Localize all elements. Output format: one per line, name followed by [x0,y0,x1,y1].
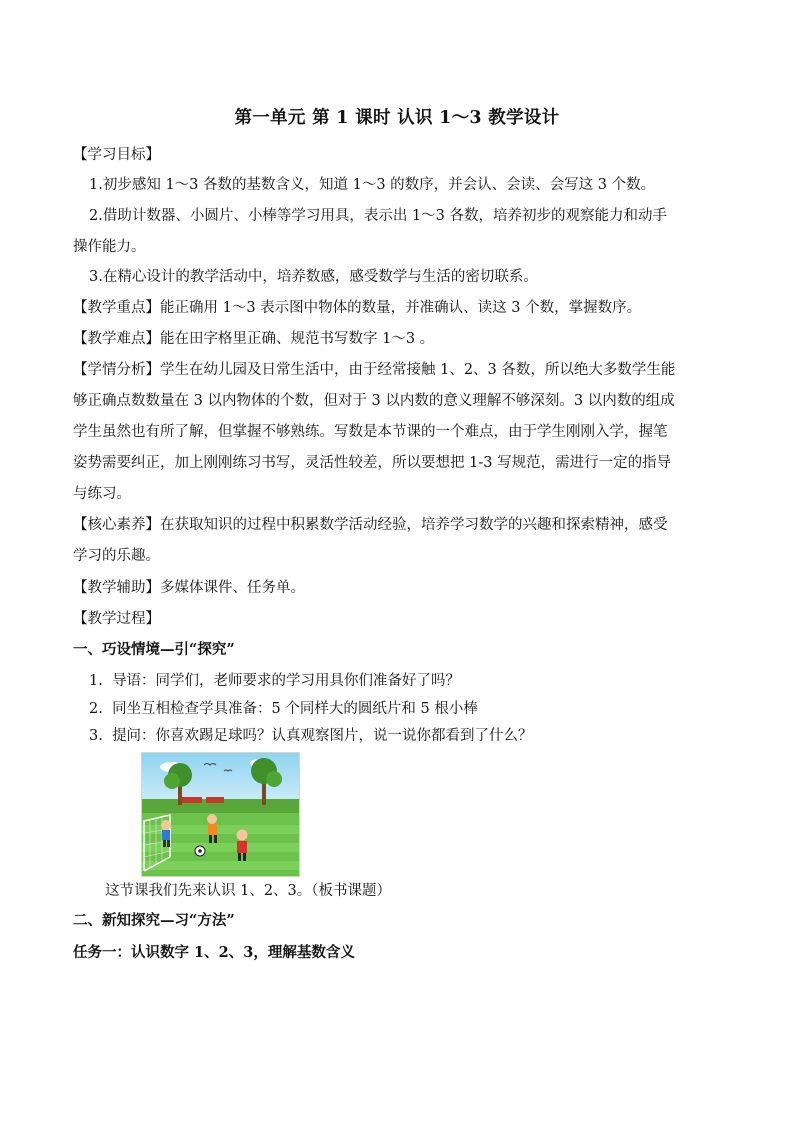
aids-text: 多媒体课件、任务单。 [160,580,305,596]
key-point-label: 【教学重点】 [73,300,160,316]
analysis-text: 学生在幼儿园及日常生活中，由于经常接触 1、2、3 各数，所以绝大多数学生能 [160,362,676,378]
section1-item-1 [89,671,460,691]
section2-task1: 任务一：认识数字 1、2、3，理解基数含义 [73,944,355,961]
key-point [73,298,641,318]
soccer-scene-image [142,753,299,876]
analysis-first-line [73,360,675,380]
item-number: 1. [89,673,103,689]
objective-item-2: 2.借助计数器、小圆片、小棒等学习用具，表示出 1～3 各数，培养初步的观察能力和动手 [89,208,667,224]
item-number: 3. [89,728,103,744]
objectives-heading: 【学习目标】 [73,147,160,163]
literacy-line-2: 学习的乐趣。 [73,548,160,564]
analysis-line-2: 够正确点数数量在 3 以内物体的个数，但对于 3 以内数的意义理解不够深刻。3 以内数的组成 [73,393,675,409]
section1-item-2 [89,699,478,719]
difficulty-label: 【教学难点】 [73,331,160,347]
section1-after-picture: 这节课我们先来认识 1、2、3。（板书课题） [105,883,392,899]
aids [73,578,305,598]
literacy-label: 【核心素养】 [73,517,160,533]
section1-item-3 [89,726,533,746]
analysis-line-4: 姿势需要纠正，加上刚刚练习书写，灵活性较差，所以要想把 1-3 写规范，需进行一定的指导 [73,455,672,471]
document-title: 第一单元 第 1 课时 认识 1～3 教学设计 [234,108,560,128]
difficulty [73,329,434,349]
literacy-text: 在获取知识的过程中积累数学活动经验，培养学习数学的兴趣和探索精神，感受 [160,517,668,533]
objective-item-3: 3.在精心设计的教学活动中，培养数感，感受数学与生活的密切联系。 [89,269,538,285]
difficulty-text: 能在田字格里正确、规范书写数字 1～3 。 [160,331,435,347]
item-text: 导语：同学们，老师要求的学习用具你们准备好了吗？ [112,673,461,689]
aids-label: 【教学辅助】 [73,580,160,596]
item-text: 提问：你喜欢踢足球吗？认真观察图片，说一说你都看到了什么？ [112,728,533,744]
analysis-label: 【学情分析】 [73,362,160,378]
section2-heading: 二、新知探究—习“方法” [73,912,235,929]
objective-item-2-cont: 操作能力。 [73,239,146,255]
item-text: 同坐互相检查学具准备：5 个同样大的圆纸片和 5 根小棒 [112,701,478,717]
section1-heading: 一、巧设情境—引“探究” [73,641,235,658]
key-point-text: 能正确用 1～3 表示图中物体的数量，并准确认、读这 3 个数，掌握数序。 [160,300,642,316]
soccer-illustration [141,752,300,877]
analysis-line-5: 与练习。 [73,486,131,502]
analysis-line-3: 学生虽然也有所了解，但掌握不够熟练。写数是本节课的一个难点，由于学生刚刚入学，握笔 [73,424,668,440]
literacy-first-line [73,515,668,535]
item-number: 2. [89,701,103,717]
process-heading: 【教学过程】 [73,611,160,627]
objective-item-1: 1.初步感知 1～3 各数的基数含义，知道 1～3 的数序，并会认、会读、会写这 3 个数。 [89,177,656,193]
